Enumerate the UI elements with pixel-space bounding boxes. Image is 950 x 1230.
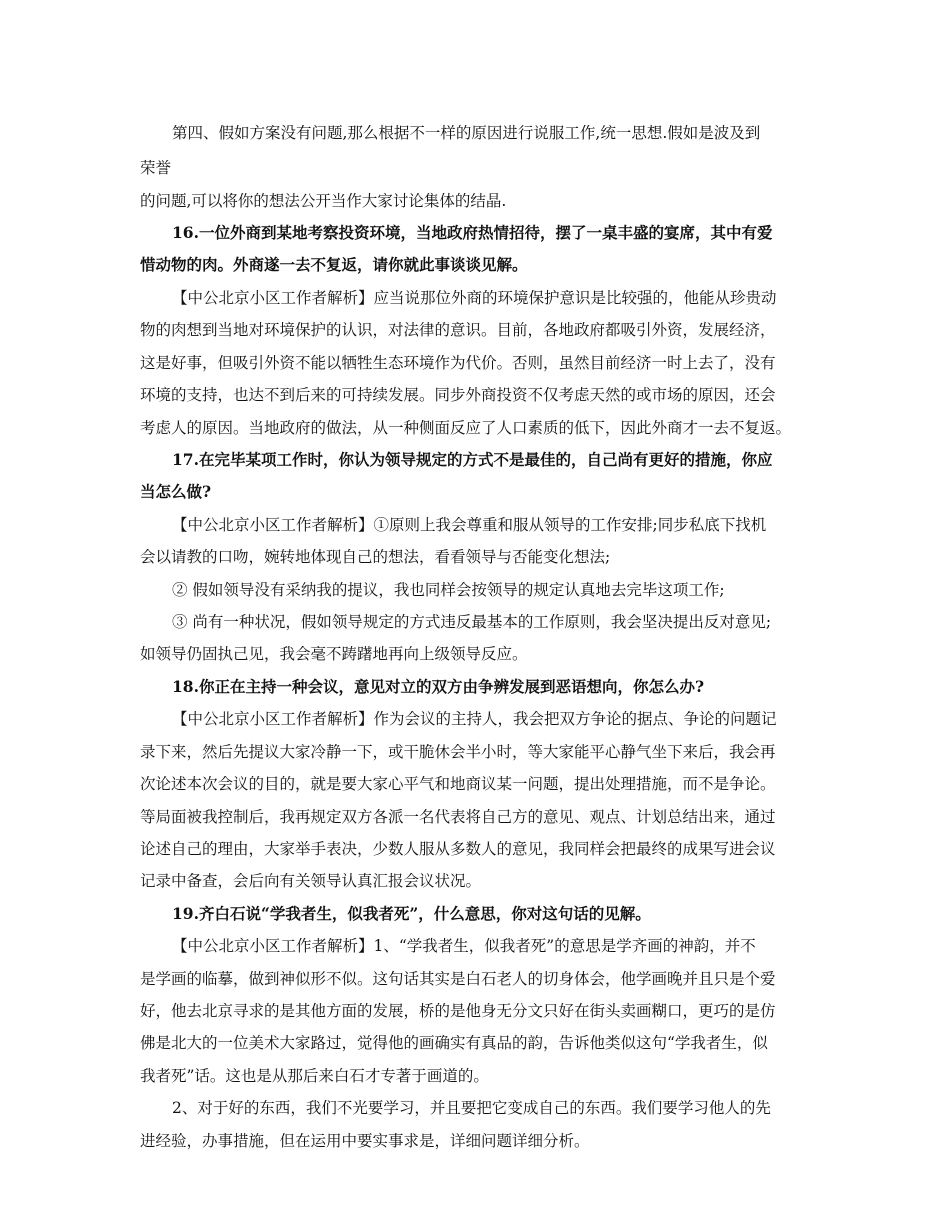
paragraph-line: 荣誉 xyxy=(140,159,172,177)
question-16-title: 16.一位外商到某地考察投资环境，当地政府热情招待，摆了一桌丰盛的宴席，其中有爱 xyxy=(172,223,773,242)
answer-17-line: ③ 尚有一种状况，假如领导规定的方式违反最基本的工作原则，我会坚决提出反对意见; xyxy=(172,613,772,631)
answer-17-line: 如领导仍固执己见，我会毫不踌躇地再向上级领导反应。 xyxy=(140,645,528,663)
answer-19-line: 是学画的临摹，做到神似形不似。这句话其实是白石老人的切身体会，他学画晚并且只是个爱 xyxy=(140,970,776,988)
question-17-title: 当怎么做? xyxy=(140,482,212,501)
answer-16-line: 物的肉想到当地对环境保护的认识，对法律的意识。目前，各地政府都吸引外资，发展经济， xyxy=(140,321,776,339)
answer-19-line: 进经验，办事措施，但在运用中要实事求是，详细问题详细分析。 xyxy=(140,1132,590,1150)
paragraph-line: 的问题,可以将你的想法公开当作大家讨论集体的结晶. xyxy=(140,192,507,210)
answer-17-line: 会以请教的口吻，婉转地体现自己的想法，看看领导与否能变化想法; xyxy=(140,548,611,566)
answer-18-line: 记录中备查，会后向有关领导认真汇报会议状况。 xyxy=(140,872,482,890)
answer-18-line: 等局面被我控制后，我再规定双方各派一名代表将自己方的意见、观点、计划总结出来，通过 xyxy=(140,808,776,826)
answer-18-line: 录下来，然后先提议大家冷静一下，或干脆休会半小时，等大家能平心静气坐下来后，我会再 xyxy=(140,743,776,761)
question-16-title: 惜动物的肉。外商遂一去不复返，请你就此事谈谈见解。 xyxy=(140,255,528,274)
answer-19-line: 【中公北京小区工作者解析】1、“学我者生，似我者死”的意思是学齐画的神韵，并不 xyxy=(172,937,756,955)
question-19-title: 19.齐白石说“学我者生，似我者死”，什么意思，你对这句话的见解。 xyxy=(172,904,651,923)
answer-18-line: 次论述本次会议的目的，就是要大家心平气和地商议某一问题，提出处理措施，而不是争论。 xyxy=(140,775,776,793)
answer-19-line: 好，他去北京寻求的是其他方面的发展，桥的是他身无分文只好在街头卖画糊口，更巧的是仿 xyxy=(140,1002,776,1020)
answer-18-line: 【中公北京小区工作者解析】作为会议的主持人，我会把双方争论的据点、争论的问题记 xyxy=(172,710,777,728)
answer-19-line: 2、对于好的东西，我们不光要学习，并且要把它变成自己的东西。我们要学习他人的先 xyxy=(172,1099,771,1117)
answer-17-line: ② 假如领导没有采纳我的提议，我也同样会按领导的规定认真地去完毕这项工作; xyxy=(172,581,725,599)
answer-18-line: 论述自己的理由，大家举手表决，少数人服从多数人的意见，我同样会把最终的成果写进会议 xyxy=(140,840,776,858)
answer-19-line: 佛是北大的一位美术大家路过，觉得他的画确实有真品的韵，告诉他类似这句“学我者生，似 xyxy=(140,1034,768,1052)
answer-19-line: 我者死”话。这也是从那后来白石才专著于画道的。 xyxy=(140,1067,489,1085)
answer-16-line: 【中公北京小区工作者解析】应当说那位外商的环境保护意识是比较强的，他能从珍贵动 xyxy=(172,289,777,307)
answer-16-line: 环境的支持，也达不到后来的可持续发展。同步外商投资不仅考虑天然的或市场的原因，还会 xyxy=(140,386,776,404)
question-17-title: 17.在完毕某项工作时，你认为领导规定的方式不是最佳的，自己尚有更好的措施，你应 xyxy=(172,450,773,469)
paragraph-line: 第四、假如方案没有问题,那么根据不一样的原因进行说服工作,统一思想.假如是波及到 xyxy=(172,124,761,142)
answer-16-line: 考虑人的原因。当地政府的做法，从一种侧面反应了人口素质的低下，因此外商才一去不复返。 xyxy=(140,419,792,437)
question-18-title: 18.你正在主持一种会议，意见对立的双方由争辨发展到恶语想向，你怎么办? xyxy=(172,677,705,696)
answer-16-line: 这是好事，但吸引外资不能以牺牲生态环境作为代价。否则，虽然目前经济一时上去了，没有 xyxy=(140,354,776,372)
answer-17-line: 【中公北京小区工作者解析】①原则上我会尊重和服从领导的工作安排;同步私底下找机 xyxy=(172,516,767,534)
